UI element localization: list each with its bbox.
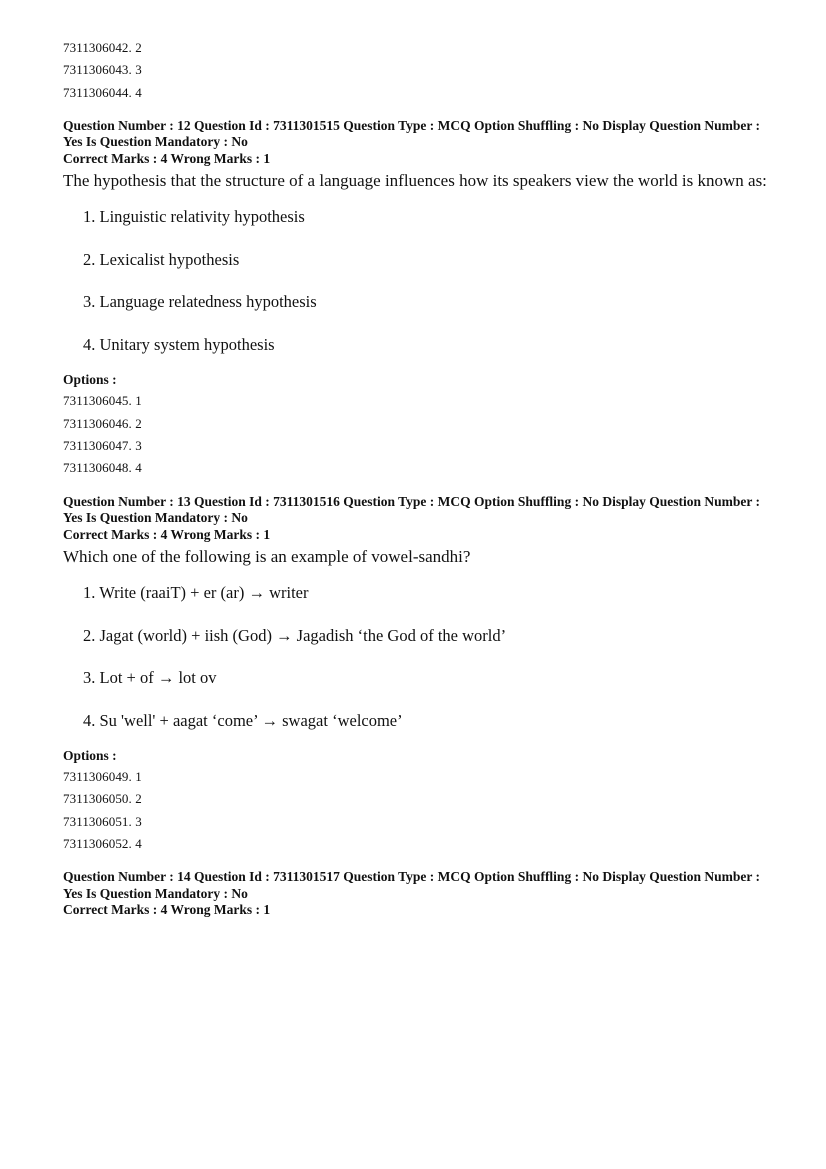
answer-choice: 1. Write (raaiT) + er (ar) → writer — [83, 583, 309, 603]
answer-choice: 2. Lexicalist hypothesis — [83, 249, 240, 269]
option-code: 7311306044. 4 — [63, 84, 142, 100]
question-meta — [63, 869, 773, 919]
answer-choice: 4. Unitary system hypothesis — [83, 334, 275, 354]
question-header: Question Number : 12 Question Id : 7311301515 Question Type : MCQ Option Shuffling : No Display Question Number : Yes Is Question Mandatory : No — [63, 117, 760, 150]
option-code: 7311306051. 3 — [63, 813, 142, 829]
option-code: 7311306042. 2 — [63, 40, 142, 55]
question-marks: Correct Marks : 4 Wrong Marks : 1 — [63, 526, 271, 542]
question-text: The hypothesis that the structure of a language influences how its speakers view the world is known as: — [63, 171, 767, 191]
question-meta — [63, 494, 773, 544]
option-code: 7311306050. 2 — [63, 791, 142, 807]
answer-choice: 4. Su 'well' + aagat ‘come’ → swagat ‘welcome’ — [83, 710, 403, 730]
option-code: 7311306047. 3 — [63, 437, 142, 453]
option-code: 7311306052. 4 — [63, 835, 142, 851]
answer-choice: 3. Language relatedness hypothesis — [83, 292, 317, 312]
options-label: Options : — [63, 372, 117, 388]
answer-choices — [83, 583, 773, 753]
question-header: Question Number : 13 Question Id : 7311301516 Question Type : MCQ Option Shuffling : No Display Question Number : Yes Is Question Mandatory : No — [63, 493, 760, 526]
answer-choices — [83, 207, 773, 377]
answer-choice: 2. Jagat (world) + iish (God) → Jagadish ‘the God of the world’ — [83, 625, 507, 645]
option-code: 7311306043. 3 — [63, 62, 142, 78]
option-code: 7311306049. 1 — [63, 769, 142, 785]
option-code: 7311306045. 1 — [63, 393, 142, 409]
option-code: 7311306048. 4 — [63, 460, 142, 476]
document-page — [63, 37, 773, 919]
answer-choice: 3. Lot + of → lot ov — [83, 668, 217, 688]
option-code: 7311306046. 2 — [63, 415, 142, 431]
question-marks: Correct Marks : 4 Wrong Marks : 1 — [63, 150, 271, 166]
question-block-12 — [63, 118, 773, 480]
question-marks: Correct Marks : 4 Wrong Marks : 1 — [63, 902, 271, 918]
question-text: Which one of the following is an example of vowel-sandhi? — [63, 547, 471, 567]
question-block-14 — [63, 869, 773, 919]
question-meta — [63, 118, 773, 168]
answer-choice: 1. Linguistic relativity hypothesis — [83, 207, 305, 227]
options-label: Options : — [63, 748, 117, 764]
question-block-13 — [63, 494, 773, 856]
option-codes — [63, 766, 773, 855]
option-codes — [63, 390, 773, 479]
question-header: Question Number : 14 Question Id : 7311301517 Question Type : MCQ Option Shuffling : No Display Question Number : Yes Is Question Mandatory : No — [63, 869, 760, 901]
previous-options-codes — [63, 37, 773, 104]
